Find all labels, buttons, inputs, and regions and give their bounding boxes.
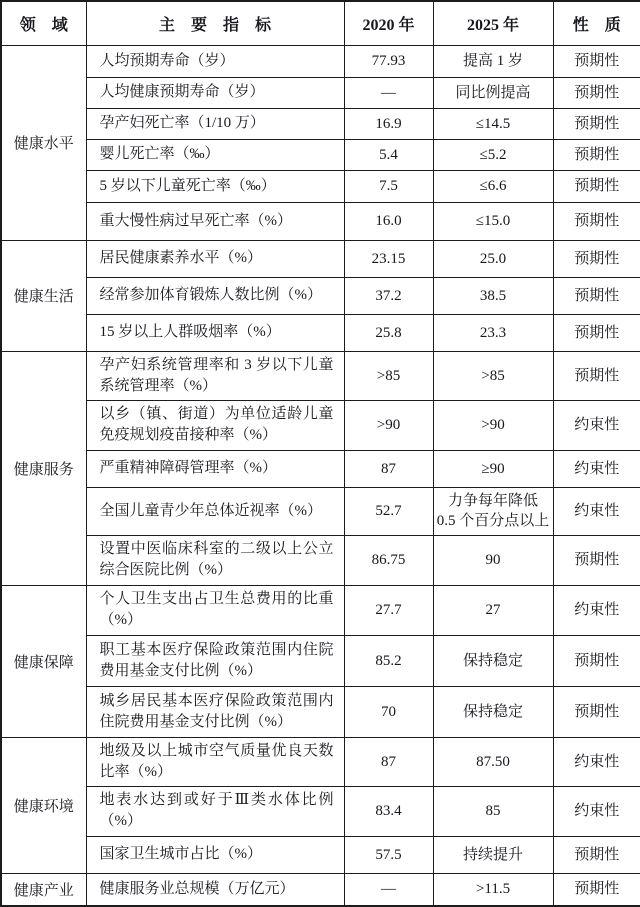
indicator-cell: 城乡居民基本医疗保险政策范围内住院费用基金支付比例（%）: [86, 686, 344, 737]
value-2025-cell: ≤6.6: [433, 170, 553, 202]
domain-cell-health-life: 健康生活: [1, 240, 86, 351]
value-2025-cell: 保持稳定: [433, 635, 553, 686]
value-2025-cell: >90: [433, 400, 553, 450]
value-2020-cell: 16.0: [344, 202, 433, 240]
value-2020-cell: 86.75: [344, 535, 433, 585]
value-2020-cell: 16.9: [344, 108, 433, 139]
indicator-cell: 婴儿死亡率（‰）: [86, 139, 344, 170]
value-2025-cell: ≤15.0: [433, 202, 553, 240]
table-row: [1, 139, 640, 170]
value-2025-cell: >11.5: [433, 873, 553, 906]
table-row: [1, 277, 640, 314]
table-row: [1, 77, 640, 108]
indicator-cell: 孕产妇死亡率（1/10 万）: [86, 108, 344, 139]
indicator-cell: 人均预期寿命（岁）: [86, 45, 344, 77]
indicator-cell: 个人卫生支出占卫生总费用的比重（%）: [86, 585, 344, 635]
indicator-cell: 严重精神障碍管理率（%）: [86, 450, 344, 487]
nature-cell: 约束性: [553, 585, 640, 635]
nature-cell: 预期性: [553, 635, 640, 686]
nature-cell: 预期性: [553, 535, 640, 585]
nature-cell: 约束性: [553, 487, 640, 535]
domain-cell-health-level: 健康水平: [1, 45, 86, 240]
nature-cell: 预期性: [553, 836, 640, 873]
table-row: [1, 314, 640, 351]
value-2025-cell: 25.0: [433, 240, 553, 277]
value-2020-cell: 85.2: [344, 635, 433, 686]
value-2020-cell: —: [344, 873, 433, 906]
indicator-cell: 5 岁以下儿童死亡率（‰）: [86, 170, 344, 202]
value-2025-cell: 23.3: [433, 314, 553, 351]
header-domain: 领 域: [1, 1, 86, 45]
nature-cell: 预期性: [553, 686, 640, 737]
nature-cell: 预期性: [553, 314, 640, 351]
nature-cell: 预期性: [553, 351, 640, 400]
table-row: [1, 873, 640, 906]
nature-cell: 预期性: [553, 45, 640, 77]
value-2025-cell: 力争每年降低 0.5 个百分点以上: [433, 487, 553, 535]
value-2020-cell: 83.4: [344, 786, 433, 836]
table-row: [1, 686, 640, 737]
domain-cell-health-environment: 健康环境: [1, 737, 86, 873]
value-2020-cell: 52.7: [344, 487, 433, 535]
value-2025-cell: ≥90: [433, 450, 553, 487]
value-2025-cell: 87.50: [433, 737, 553, 786]
nature-cell: 预期性: [553, 240, 640, 277]
header-nature: 性 质: [553, 1, 640, 45]
indicator-cell: 职工基本医疗保险政策范围内住院费用基金支付比例（%）: [86, 635, 344, 686]
nature-cell: 预期性: [553, 170, 640, 202]
value-2025-cell: 持续提升: [433, 836, 553, 873]
table-row: [1, 836, 640, 873]
value-2020-cell: 7.5: [344, 170, 433, 202]
indicator-cell: 孕产妇系统管理率和 3 岁以下儿童系统管理率（%）: [86, 351, 344, 400]
indicator-cell: 居民健康素养水平（%）: [86, 240, 344, 277]
value-2025-cell: 85: [433, 786, 553, 836]
value-2025-cell: 38.5: [433, 277, 553, 314]
indicator-cell: 地表水达到或好于Ⅲ类水体比例（%）: [86, 786, 344, 836]
nature-cell: 约束性: [553, 737, 640, 786]
table-row: [1, 585, 640, 635]
domain-cell-health-industry: 健康产业: [1, 873, 86, 906]
value-2020-cell: 77.93: [344, 45, 433, 77]
indicator-cell: 全国儿童青少年总体近视率（%）: [86, 487, 344, 535]
value-2025-cell: 提高 1 岁: [433, 45, 553, 77]
value-2025-cell: >85: [433, 351, 553, 400]
table-row: [1, 108, 640, 139]
table-row: [1, 45, 640, 77]
table-row: [1, 400, 640, 450]
domain-cell-health-service: 健康服务: [1, 351, 86, 585]
value-2020-cell: 87: [344, 737, 433, 786]
value-2025-cell: 同比例提高: [433, 77, 553, 108]
header-row: [1, 1, 640, 45]
nature-cell: 预期性: [553, 139, 640, 170]
indicator-cell: 人均健康预期寿命（岁）: [86, 77, 344, 108]
value-2020-cell: 37.2: [344, 277, 433, 314]
table-row: [1, 170, 640, 202]
indicator-cell: 以乡（镇、街道）为单位适龄儿童免疫规划疫苗接种率（%）: [86, 400, 344, 450]
nature-cell: 预期性: [553, 202, 640, 240]
header-indicator: 主 要 指 标: [86, 1, 344, 45]
nature-cell: 预期性: [553, 277, 640, 314]
table-row: [1, 737, 640, 786]
value-2020-cell: 70: [344, 686, 433, 737]
table-row: [1, 202, 640, 240]
table-row: [1, 240, 640, 277]
table-row: [1, 487, 640, 535]
header-2025: 2025 年: [433, 1, 553, 45]
value-2020-cell: —: [344, 77, 433, 108]
nature-cell: 约束性: [553, 450, 640, 487]
nature-cell: 预期性: [553, 77, 640, 108]
table-row: [1, 450, 640, 487]
value-2020-cell: 25.8: [344, 314, 433, 351]
value-2025-cell: 保持稳定: [433, 686, 553, 737]
value-2020-cell: 57.5: [344, 836, 433, 873]
value-2025-cell: ≤5.2: [433, 139, 553, 170]
header-2020: 2020 年: [344, 1, 433, 45]
value-2025-cell: 27: [433, 585, 553, 635]
indicator-cell: 健康服务业总规模（万亿元）: [86, 873, 344, 906]
value-2020-cell: >85: [344, 351, 433, 400]
indicator-cell: 国家卫生城市占比（%）: [86, 836, 344, 873]
table-row: [1, 351, 640, 400]
nature-cell: 约束性: [553, 786, 640, 836]
table-row: [1, 635, 640, 686]
domain-cell-health-security: 健康保障: [1, 585, 86, 737]
table-row: [1, 535, 640, 585]
indicator-cell: 15 岁以上人群吸烟率（%）: [86, 314, 344, 351]
table-row: [1, 786, 640, 836]
value-2020-cell: >90: [344, 400, 433, 450]
indicator-cell: 重大慢性病过早死亡率（%）: [86, 202, 344, 240]
indicator-cell: 地级及以上城市空气质量优良天数比率（%）: [86, 737, 344, 786]
value-2020-cell: 87: [344, 450, 433, 487]
nature-cell: 预期性: [553, 108, 640, 139]
value-2020-cell: 5.4: [344, 139, 433, 170]
nature-cell: 约束性: [553, 400, 640, 450]
value-2025-cell: ≤14.5: [433, 108, 553, 139]
value-2020-cell: 23.15: [344, 240, 433, 277]
value-2020-cell: 27.7: [344, 585, 433, 635]
indicator-cell: 设置中医临床科室的二级以上公立综合医院比例（%）: [86, 535, 344, 585]
nature-cell: 预期性: [553, 873, 640, 906]
value-2025-cell: 90: [433, 535, 553, 585]
indicator-cell: 经常参加体育锻炼人数比例（%）: [86, 277, 344, 314]
